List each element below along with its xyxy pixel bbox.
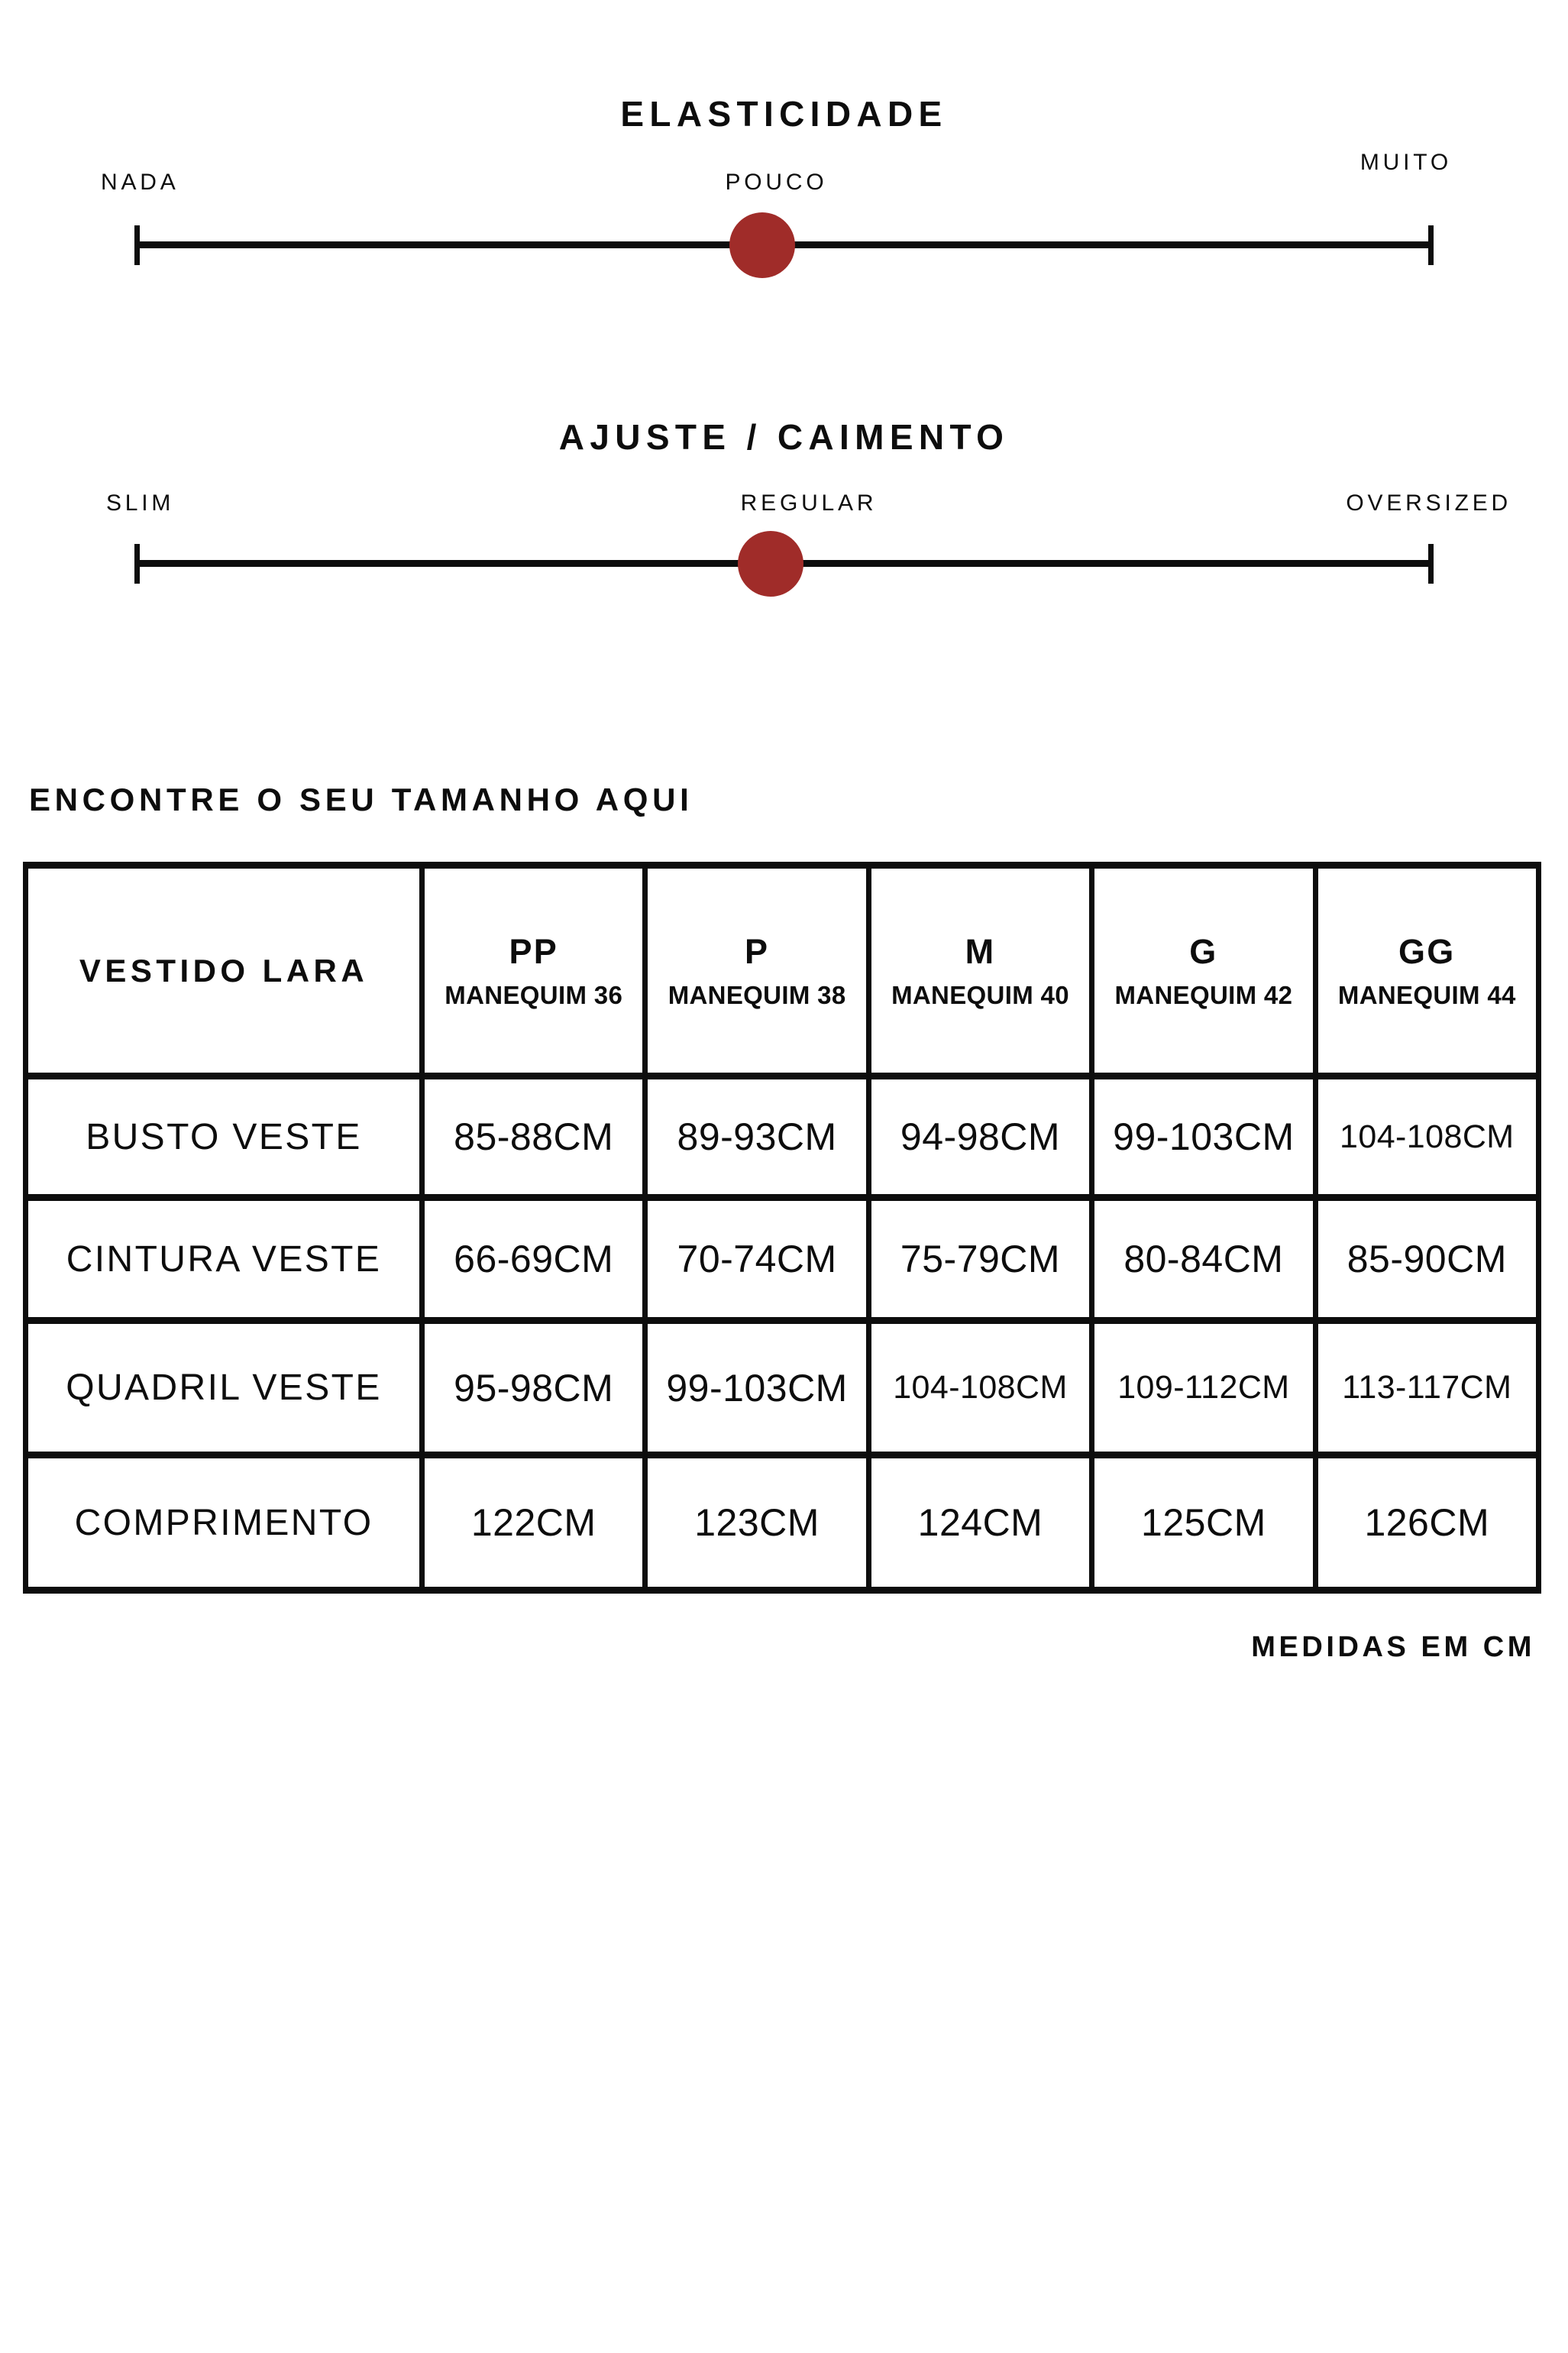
hip-gg: 113-117CM [1342, 1369, 1512, 1406]
hip-p: 99-103CM [666, 1366, 848, 1410]
hip-m: 104-108CM [893, 1369, 1068, 1406]
table-header-row [26, 866, 1539, 1076]
bust-gg: 104-108CM [1340, 1118, 1515, 1155]
waist-m: 75-79CM [900, 1238, 1061, 1280]
size-column-header-pp: PP MANEQUIM 36 [422, 866, 645, 1076]
length-gg: 126CM [1364, 1501, 1490, 1544]
elasticity-label-min: NADA [101, 170, 179, 195]
size-column-header-gg: GG MANEQUIM 44 [1315, 866, 1538, 1076]
table-row-length [26, 1455, 1539, 1591]
table-row-waist [26, 1198, 1539, 1321]
size-column-header-p: P MANEQUIM 38 [645, 866, 868, 1076]
elasticity-label-max: MUITO [1359, 150, 1452, 175]
row-label-bust: BUSTO VESTE [86, 1116, 362, 1157]
row-label-length: COMPRIMENTO [74, 1502, 373, 1543]
row-label-hip: QUADRIL VESTE [66, 1367, 382, 1408]
length-pp: 122CM [470, 1501, 596, 1544]
elasticity-scale-labels [101, 150, 1452, 202]
fit-title: AJUSTE / CAIMENTO [558, 417, 1010, 457]
product-name-cell [26, 866, 422, 1076]
waist-pp: 66-69CM [454, 1238, 614, 1280]
elasticity-marker-dot [729, 212, 795, 278]
fit-label-mid: REGULAR [740, 490, 878, 516]
bust-g: 99-103CM [1113, 1115, 1295, 1158]
find-your-size-heading: ENCONTRE O SEU TAMANHO AQUI [29, 782, 693, 818]
row-label-waist: CINTURA VESTE [66, 1238, 382, 1280]
bust-p: 89-93CM [677, 1115, 837, 1158]
elasticity-track [134, 225, 1434, 265]
waist-g: 80-84CM [1123, 1238, 1284, 1280]
fit-marker-dot [738, 531, 803, 597]
elasticity-label-mid: POUCO [725, 170, 828, 195]
waist-p: 70-74CM [677, 1238, 837, 1280]
measurements-unit-note: MEDIDAS EM CM [1251, 1631, 1535, 1663]
hip-g: 109-112CM [1117, 1369, 1290, 1406]
length-m: 124CM [917, 1501, 1043, 1544]
product-name: VESTIDO LARA [79, 952, 369, 989]
track-end-tick-right [1428, 225, 1434, 265]
track-end-tick-right [1428, 544, 1434, 584]
table-row-hip [26, 1321, 1539, 1455]
length-p: 123CM [694, 1501, 820, 1544]
table-row-bust [26, 1076, 1539, 1198]
length-g: 125CM [1141, 1501, 1266, 1544]
bust-pp: 85-88CM [454, 1115, 614, 1158]
fit-track [134, 544, 1434, 584]
waist-gg: 85-90CM [1347, 1238, 1507, 1280]
fit-scale-labels [106, 490, 1511, 523]
bust-m: 94-98CM [900, 1115, 1061, 1158]
size-chart-table [23, 862, 1541, 1594]
size-column-header-g: G MANEQUIM 42 [1092, 866, 1315, 1076]
fit-label-min: SLIM [106, 490, 175, 516]
elasticity-title: ELASTICIDADE [620, 94, 948, 134]
hip-pp: 95-98CM [454, 1366, 614, 1410]
fit-label-max: OVERSIZED [1346, 490, 1511, 516]
size-column-header-m: M MANEQUIM 40 [868, 866, 1091, 1076]
